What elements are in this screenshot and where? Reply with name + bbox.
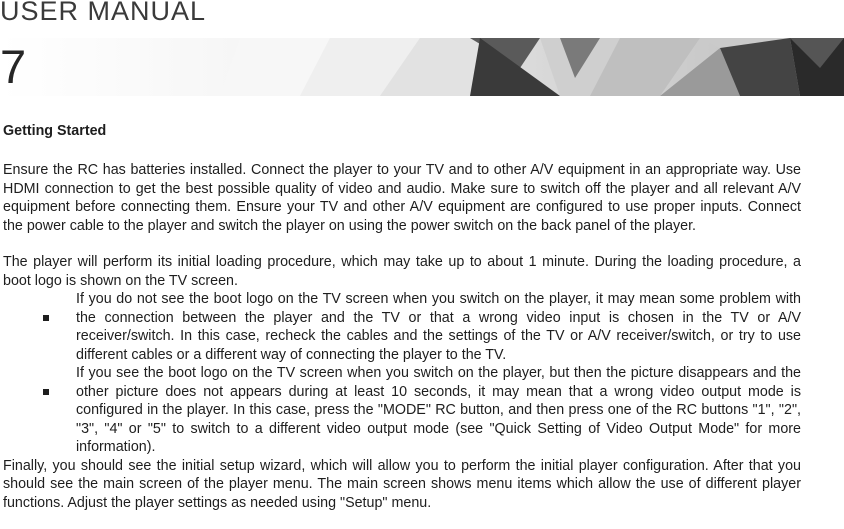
troubleshooting-list <box>3 290 801 457</box>
banner-polygon-graphic <box>0 38 844 96</box>
list-item <box>3 364 801 457</box>
bullet-icon <box>43 389 49 395</box>
list-item <box>3 290 801 364</box>
closing-paragraph: Finally, you should see the initial setup wizard, which will allow you to perform the initial player configuration. After that you should see the main screen of the player menu. The main screen shows menu items which allow the use of different player functions. Adjust the player settings as needed using "Setup" menu. <box>3 457 801 511</box>
section-getting-started <box>3 122 801 512</box>
list-item-text: If you see the boot logo on the TV screen when you switch on the player, but then the picture disappears and the other picture does not appears during at least 10 seconds, it may mean that a wrong video output mode is configured in the player. In this case, press the "MODE" RC button, and then press one of the RC buttons "1", "2", "3", "4" or "5" to switch to a different video output mode (see "Quick Setting of Video Output Mode" for more information). <box>76 365 801 455</box>
manual-title: USER MANUAL <box>0 0 207 26</box>
section-heading: Getting Started <box>3 123 107 139</box>
page-number: 7 <box>0 40 27 93</box>
intro-paragraph: Ensure the RC has batteries installed. Connect the player to your TV and to other A/V equipment in an appropriate way. Use HDMI connection to get the best possible quality of video and audio. Make sure to switch off the player and all relevant A/V equipment before connecting them. Ensure your TV and other A/V equipment are configured to use proper inputs. Connect the power cable to the player and switch the player on using the power switch on the back panel of the player. <box>3 162 801 234</box>
bullet-icon <box>43 315 49 321</box>
header-banner <box>0 38 844 96</box>
loading-paragraph: The player will perform its initial loading procedure, which may take up to about 1 minute. During the loading procedure, a boot logo is shown on the TV screen. <box>3 254 801 289</box>
list-item-text: If you do not see the boot logo on the TV screen when you switch on the player, it may mean some problem with the connection between the player and the TV or that a wrong video input is chosen in the TV or A/V receiver/switch. In this case, recheck the cables and the settings of the TV or A/V receiver/switch, or try to use different cables or a different way of connecting the player to the TV. <box>76 291 801 363</box>
